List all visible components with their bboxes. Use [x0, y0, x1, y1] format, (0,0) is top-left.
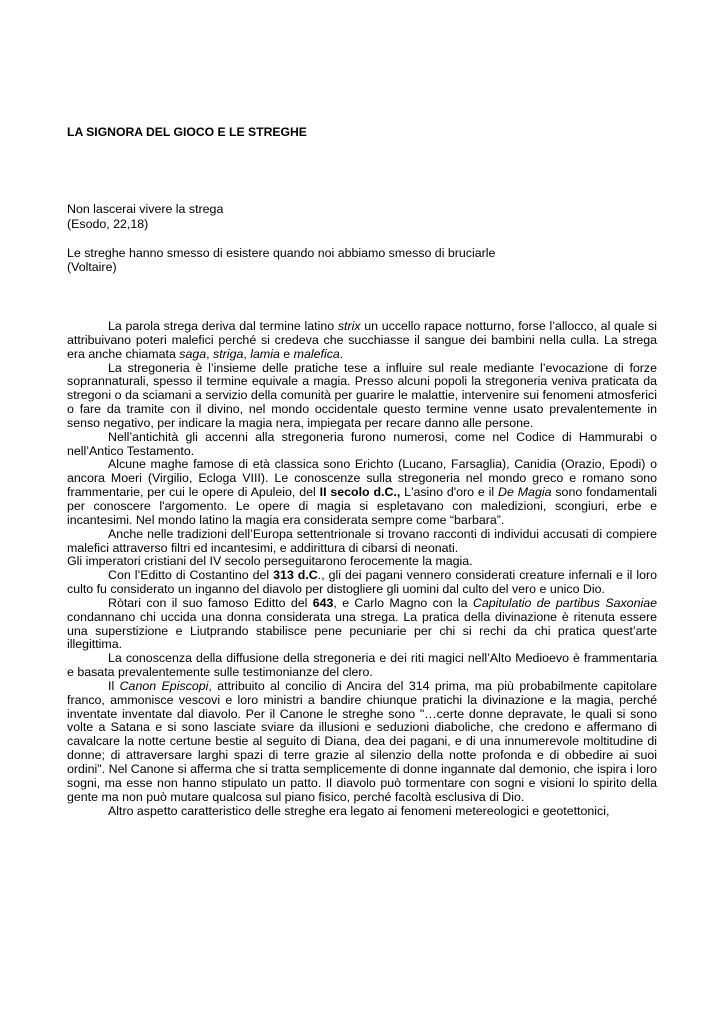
document-title: LA SIGNORA DEL GIOCO E LE STREGHE — [67, 125, 307, 139]
epigraphs — [67, 202, 667, 290]
epigraph-quote: Non lascerai vivere la strega — [67, 202, 224, 216]
paragraph: La conoscenza della diffusione della stregoneria e dei riti magici nell’Alto Medioevo è frammentaria e basata prevalentemente sulle testimonianze del clero. — [67, 651, 657, 680]
epigraph-source: (Voltaire) — [67, 260, 117, 275]
paragraph: Alcune maghe famose di età classica sono Erichto (Lucano, Farsaglia), Canidia (Orazio, Epodi) o ancora Moeri (Virgilio, Ecloga VIII). Le conoscenze sulla stregoneria nel mondo greco e romano sono frammentarie, per cui le opere di Apuleio, del II secolo d.C., L'asino d'oro e il De Magia sono fondamentali per conoscere l'argomento. Le opere di magia si espletavano con maledizioni, scongiuri, erbe e incantesimi. Nel mondo latino la magia era considerata sempre come “barbara”. — [67, 457, 658, 527]
paragraph: Il Canon Episcopi, attribuito al concilio di Ancira del 314 prima, ma più probabilmente capitolare franco, ammonisce vescovi e loro ministri a bandire chiunque pratichi la divinazione e la magia, perché inventate inventate dal diavolo. Per il Canone le streghe sono "…certe donne depravate, le quali si sono volte a Satana e si sono lasciate sviare da illusioni e seduzioni diaboliche, che credono e affermano di cavalcare la notte certune bestie al seguito di Diana, dea dei pagani, e di una innumerevole moltitudine di donne; di attraversare larghi spazi di terre grazie al silenzio della notte profonda e di obbedire ai suoi ordini". Nel Canone si afferma che si tratta semplicemente di donne ingannate dal demonio, che ispira i loro sogni, ma esse non hanno stipulato un patto. Il diavolo può tormentare con sogni e visioni lo spirito della gente ma non può mutare qualcosa sul piano fisico, perché facoltà esclusiva di Dio. — [67, 678, 657, 804]
paragraph: Con l’Editto di Costantino del 313 d.C., gli dei pagani vennero considerati creature infernali e il loro culto fu considerato un inganno del diavolo per distogliere gli uomini dal culto del vero e unico Dio. — [67, 568, 657, 597]
paragraph: Altro aspetto caratteristico delle streghe era legato ai fenomeni metereologici e geotettonici, — [108, 803, 610, 818]
epigraph-voltaire — [67, 246, 667, 275]
paragraph: Gli imperatori cristiani del IV secolo perseguitarono ferocemente la magia. — [67, 554, 473, 569]
paragraph: La stregoneria è l’insieme delle pratiche tese a influire sul reale mediante l’evocazione di forze soprannaturali, spesso il termine equivale a magia. Presso alcuni popoli la stregoneria veniva praticata da stregoni o da sciamani a servizio della comunità per guarire le malattie, intervenire sui fenomeni atmosferici o fare da tramite con il divino, nel mondo occidentale questo termine venne usato prevalentemente in senso negativo, per indicare la magia nera, impiegata per recare danno alle persone. — [67, 360, 657, 430]
epigraph-source: (Esodo, 22,18) — [67, 216, 149, 231]
body-text — [67, 320, 657, 818]
epigraph-quote: Le streghe hanno smesso di esistere quando noi abbiamo smesso di bruciarle — [67, 245, 496, 260]
paragraph: Ròtari con il suo famoso Editto del 643, e Carlo Magno con la Capitulatio de partibus Saxoniae condannano chi uccida una donna considerata una strega. La pratica della divinazione è ritenuta essere una superstizione e Liutprando stabilisce pene pecuniarie per chi si rechi da chi pratica quest’arte illegittima. — [67, 595, 657, 652]
paragraph: La parola strega deriva dal termine latino strix un uccello rapace notturno, forse l’allocco, al quale si attribuivano poteri malefici perché si credeva che succhiasse il sangue dei bambini nella culla. La strega era anche chiamata saga, striga, lamia e malefica. — [67, 319, 658, 361]
paragraph: Nell’antichità gli accenni alla stregoneria furono numerosi, come nel Codice di Hammurabi o nell’Antico Testamento. — [67, 429, 657, 458]
epigraph-exodus — [67, 202, 667, 231]
paragraph: Anche nelle tradizioni dell’Europa settentrionale si trovano racconti di individui accusati di compiere malefici attraverso filtri ed incantesimi, e addirittura di cibarsi di neonati. — [67, 526, 657, 555]
